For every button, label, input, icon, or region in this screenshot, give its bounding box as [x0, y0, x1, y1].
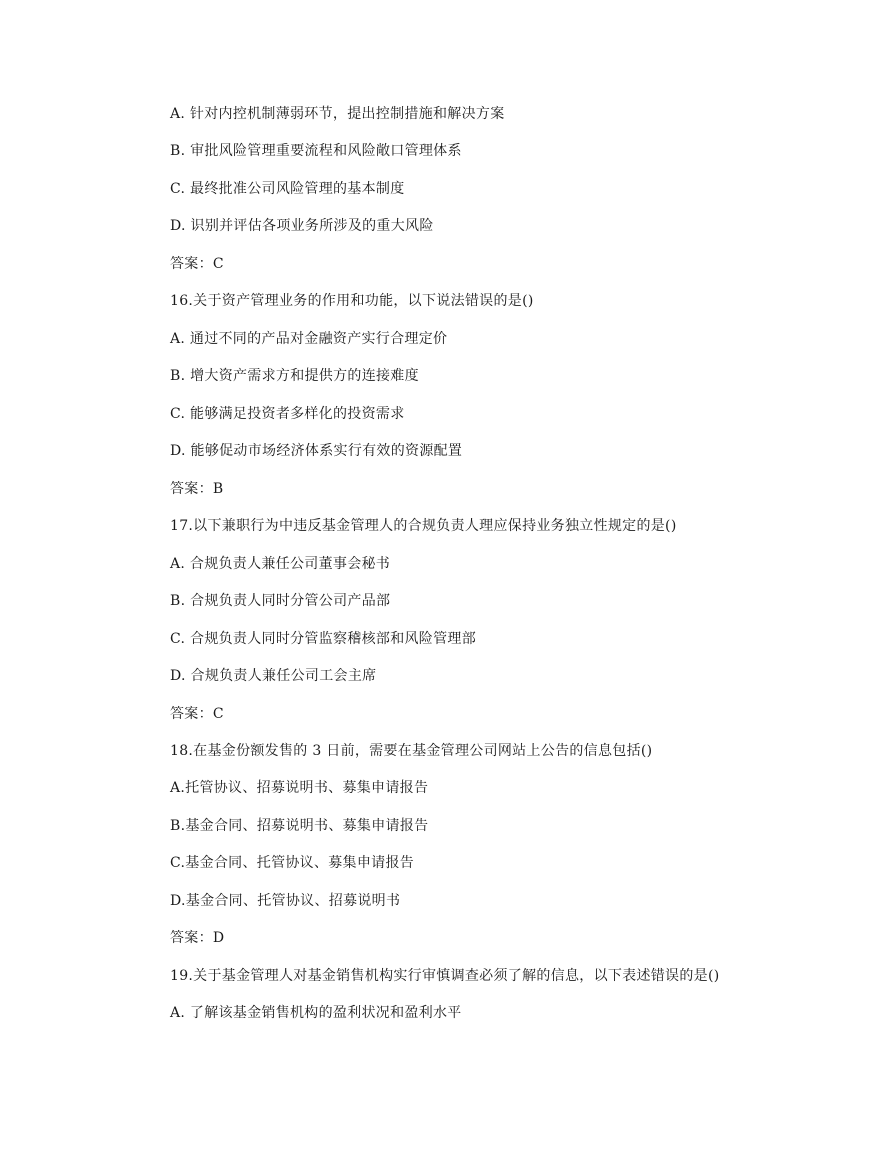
- option-b-q15: B. 审批风险管理重要流程和风险敞口管理体系: [170, 143, 462, 159]
- answer-q15: 答案：C: [170, 256, 224, 272]
- option-b-q16: B. 增大资产需求方和提供方的连接难度: [170, 368, 419, 384]
- answer-q18: 答案：D: [170, 930, 225, 946]
- question-17: 17.以下兼职行为中违反基金管理人的合规负责人理应保持业务独立性规定的是(): [170, 518, 677, 534]
- option-a-q16: A. 通过不同的产品对金融资产实行合理定价: [170, 331, 448, 347]
- option-a-q18: A.托管协议、招募说明书、募集申请报告: [170, 780, 429, 796]
- option-b-q17: B. 合规负责人同时分管公司产品部: [170, 593, 391, 609]
- option-d-q17: D. 合规负责人兼任公司工会主席: [170, 668, 377, 684]
- option-d-q15: D. 识别并评估各项业务所涉及的重大风险: [170, 218, 434, 234]
- option-c-q15: C. 最终批准公司风险管理的基本制度: [170, 181, 405, 197]
- option-a-q19: A. 了解该基金销售机构的盈利状况和盈利水平: [170, 1005, 462, 1021]
- option-c-q18: C.基金合同、托管协议、募集申请报告: [170, 855, 415, 871]
- option-b-q18: B.基金合同、招募说明书、募集申请报告: [170, 818, 429, 834]
- question-18: 18.在基金份额发售的 3 日前，需要在基金管理公司网站上公告的信息包括(): [170, 743, 653, 759]
- answer-q16: 答案：B: [170, 481, 224, 497]
- option-c-q17: C. 合规负责人同时分管监察稽核部和风险管理部: [170, 631, 477, 647]
- option-c-q16: C. 能够满足投资者多样化的投资需求: [170, 406, 405, 422]
- option-a-q15: A. 针对内控机制薄弱环节，提出控制措施和解决方案: [170, 106, 505, 122]
- question-19: 19.关于基金管理人对基金销售机构实行审慎调查必须了解的信息，以下表述错误的是(): [170, 968, 720, 984]
- option-a-q17: A. 合规负责人兼任公司董事会秘书: [170, 556, 391, 572]
- option-d-q16: D. 能够促动市场经济体系实行有效的资源配置: [170, 443, 463, 459]
- question-16: 16.关于资产管理业务的作用和功能，以下说法错误的是(): [170, 293, 534, 309]
- answer-q17: 答案：C: [170, 706, 224, 722]
- option-d-q18: D.基金合同、托管协议、招募说明书: [170, 893, 401, 909]
